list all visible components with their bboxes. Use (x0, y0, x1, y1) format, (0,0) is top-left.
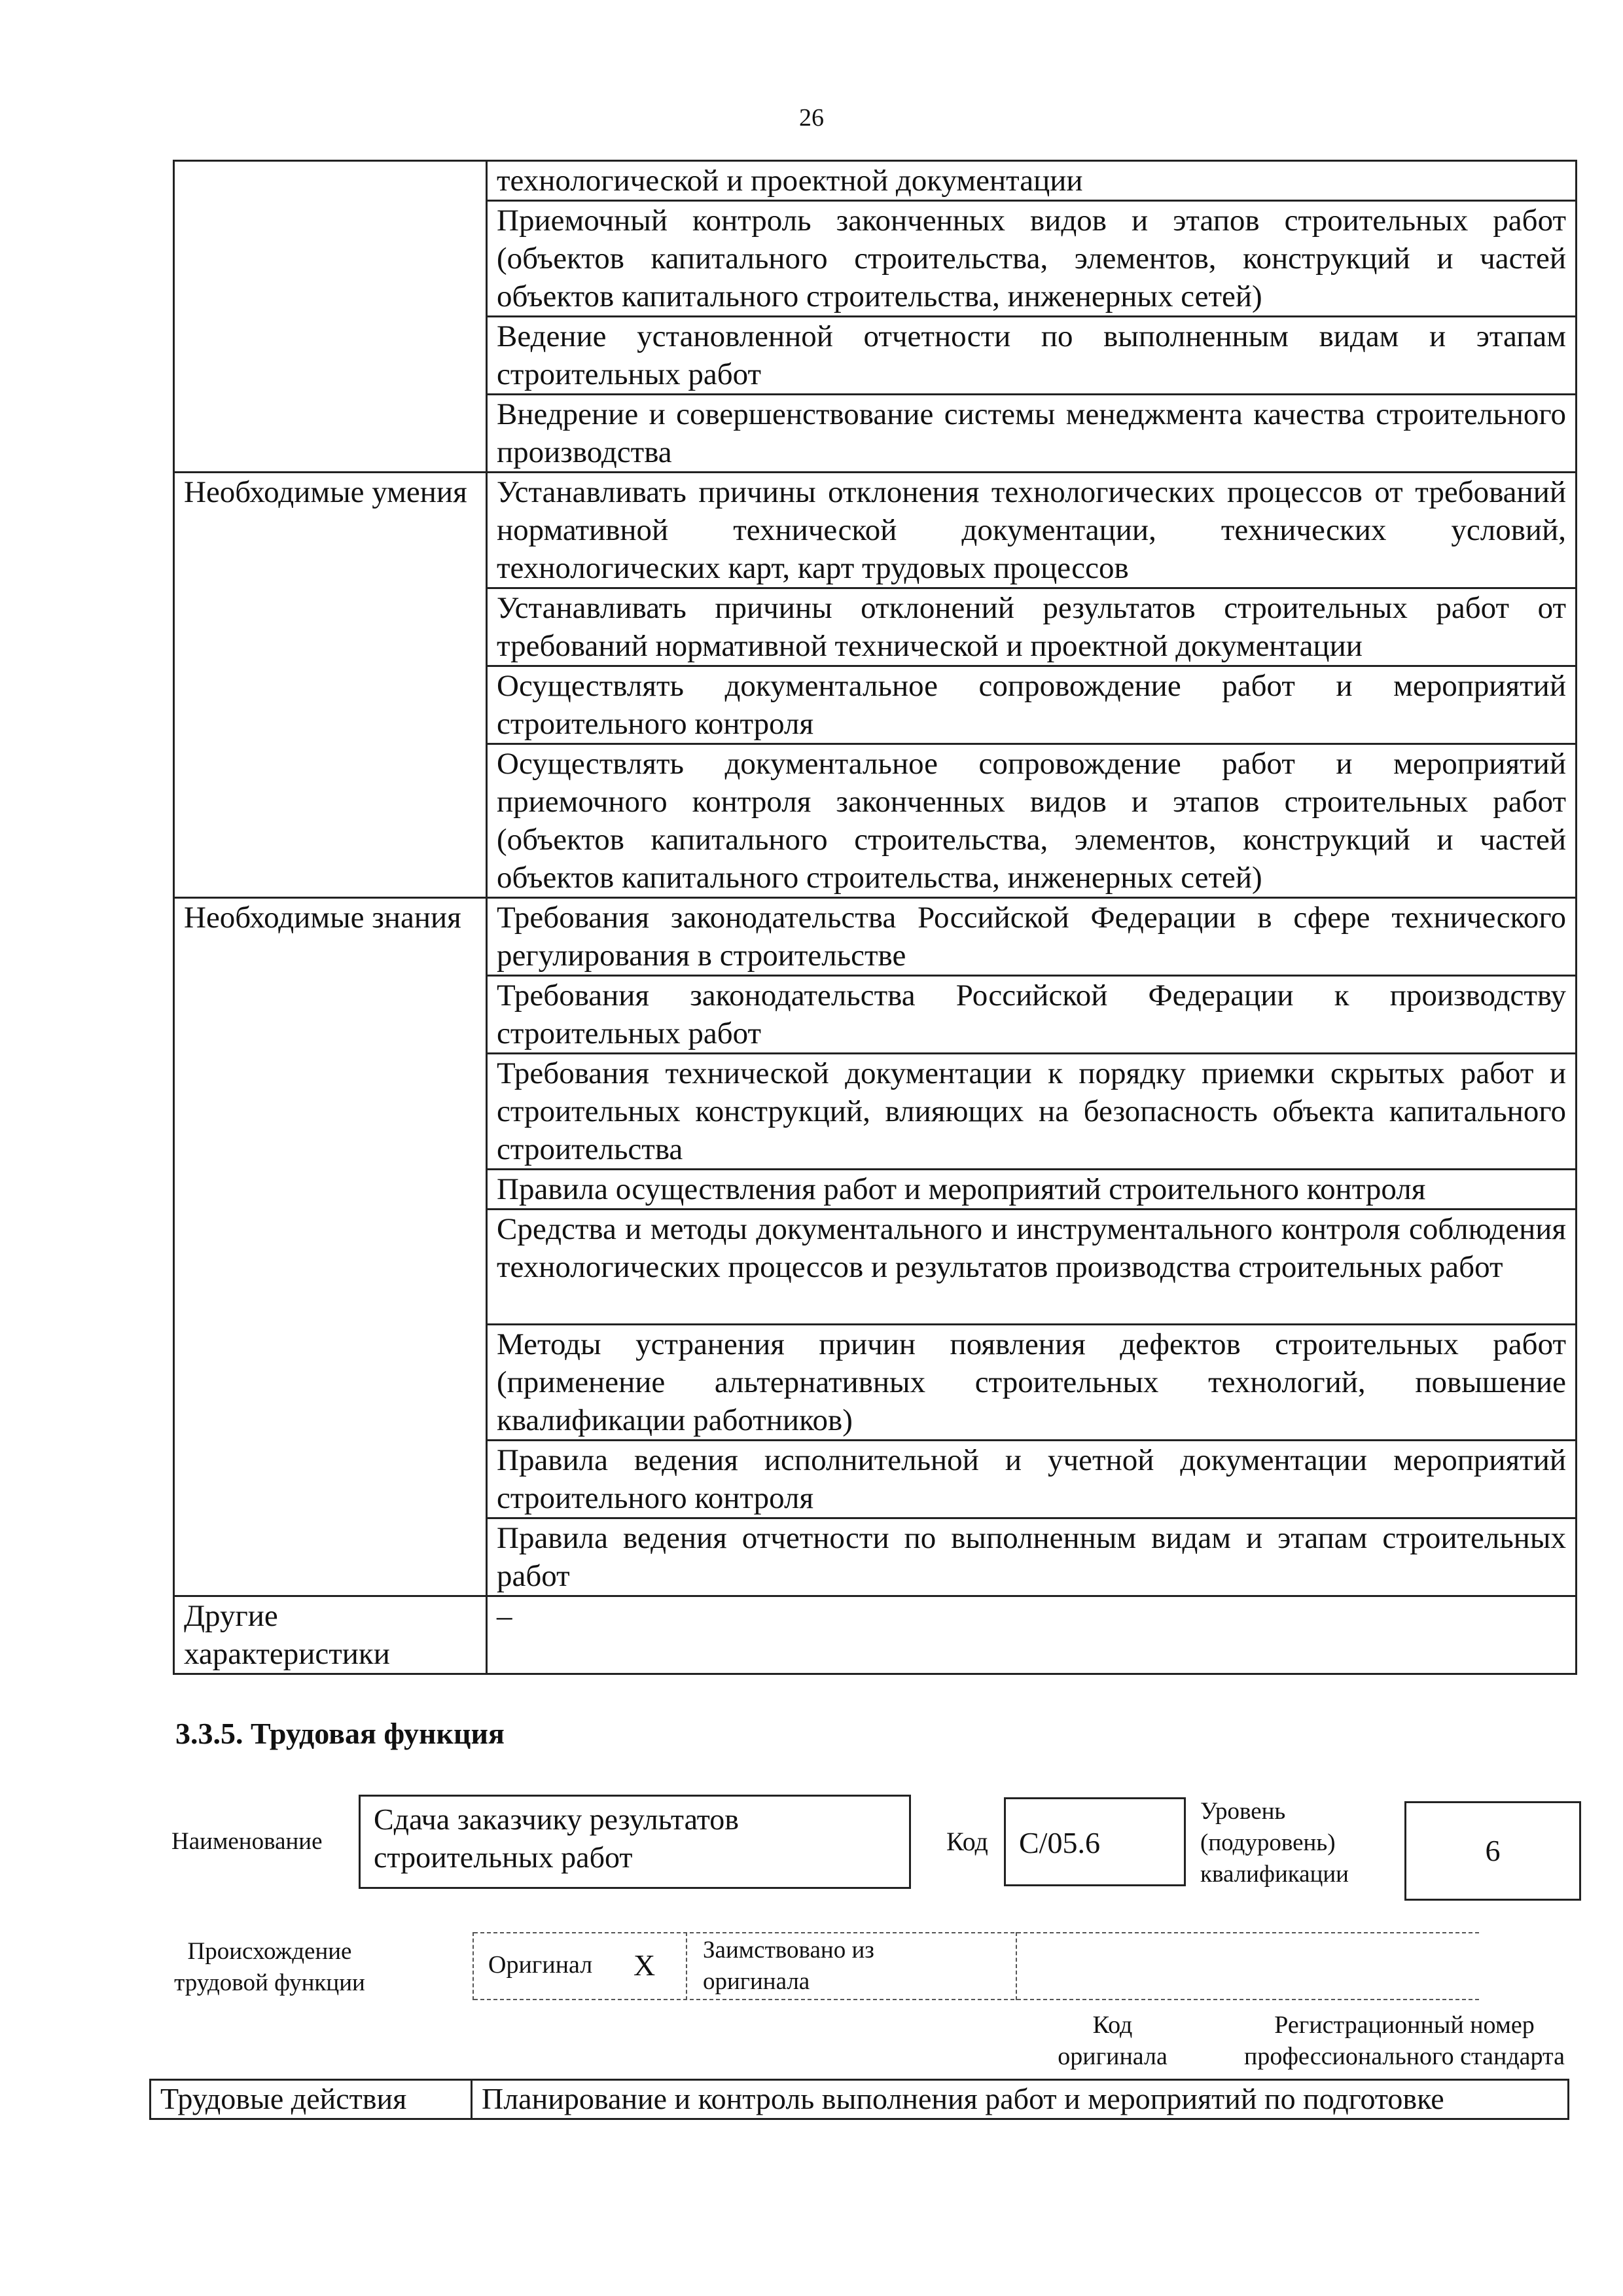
original-mark: X (633, 1948, 656, 1982)
original-label: Оригинал (488, 1951, 593, 1979)
skills-label: Необходимые умения (174, 473, 487, 588)
origin-code-caption: Код оригинала (1058, 2011, 1168, 2070)
table-cell: Приемочный контроль законченных видов и этапов строительных работ (объектов капитального строительства, элементов, конструкций и частей объектов капитального строительства, инженерных сетей) (487, 201, 1577, 317)
table-cell: Осуществлять документальное сопровождение работ и мероприятий строительного контроля (487, 666, 1577, 744)
name-label: Наименование (171, 1828, 323, 1855)
table-cell: Средства и методы документального и инструментального контроля соблюдения технологических процессов и результатов производства строительных работ (487, 1210, 1577, 1325)
section-heading: 3.3.5. Трудовая функция (175, 1717, 505, 1750)
table-cell: Требования законодательства Российской Федерации в сфере технического регулирования в строительстве (487, 898, 1577, 976)
table-label-empty (174, 161, 487, 201)
page-number: 26 (799, 104, 824, 132)
table-cell: Требования технической документации к порядку приемки скрытых работ и строительных конструкций, влияющих на безопасность объекта капитального строительства (487, 1054, 1577, 1170)
other-label: Другие характеристики (174, 1596, 487, 1674)
table-cell: технологической и проектной документации (487, 161, 1577, 201)
actions-table (149, 2079, 1569, 2120)
name-value: Сдача заказчику результатов строительных работ (374, 1803, 740, 1874)
table-cell: Устанавливать причины отклонения технологических процессов от требований нормативной технической документации, технических условий, технологических карт, карт трудовых процессов (487, 473, 1577, 588)
table-cell: Методы устранения причин появления дефектов строительных работ (применение альтернативных строительных технологий, повышение квалификации работников) (487, 1325, 1577, 1441)
code-label: Код (946, 1827, 988, 1856)
knowledge-label: Необходимые знания (174, 898, 487, 976)
actions-first-item: Планирование и контроль выполнения работ и мероприятий по подготовке (472, 2080, 1569, 2119)
table-cell: Устанавливать причины отклонений результатов строительных работ от требований нормативной технической и проектной документации (487, 588, 1577, 666)
table-cell: Требования законодательства Российской Федерации к производству строительных работ (487, 976, 1577, 1054)
table-cell: Правила ведения исполнительной и учетной документации мероприятий строительного контроля (487, 1441, 1577, 1518)
actions-label: Трудовые действия (151, 2080, 472, 2119)
level-box (1404, 1801, 1581, 1901)
level-label: Уровень (подуровень) квалификации (1200, 1798, 1349, 1888)
code-value: C/05.6 (1019, 1826, 1100, 1859)
name-box (359, 1795, 911, 1889)
table-cell: Внедрение и совершенствование системы менеджмента качества строительного производства (487, 395, 1577, 473)
table-cell: Правила осуществления работ и мероприятий строительного контроля (487, 1170, 1577, 1210)
code-box (1004, 1797, 1186, 1886)
characteristics-table (173, 160, 1577, 1675)
table-cell: Ведение установленной отчетности по выполненным видам и этапам строительных работ (487, 317, 1577, 395)
reg-number-caption: Регистрационный номер профессионального стандарта (1244, 2011, 1565, 2070)
table-cell: Правила ведения отчетности по выполненным видам и этапам строительных работ (487, 1518, 1577, 1596)
level-value: 6 (1485, 1834, 1501, 1867)
borrowed-label: Заимствовано из оригинала (703, 1937, 874, 1995)
origin-label: Происхождение трудовой функции (174, 1938, 365, 1996)
table-cell: – (487, 1596, 1577, 1674)
table-cell: Осуществлять документальное сопровождение работ и мероприятий приемочного контроля законченных видов и этапов строительных работ (объектов капитального строительства, элементов, конструкций и частей объектов капитального строительства, инженерных сетей) (487, 744, 1577, 898)
